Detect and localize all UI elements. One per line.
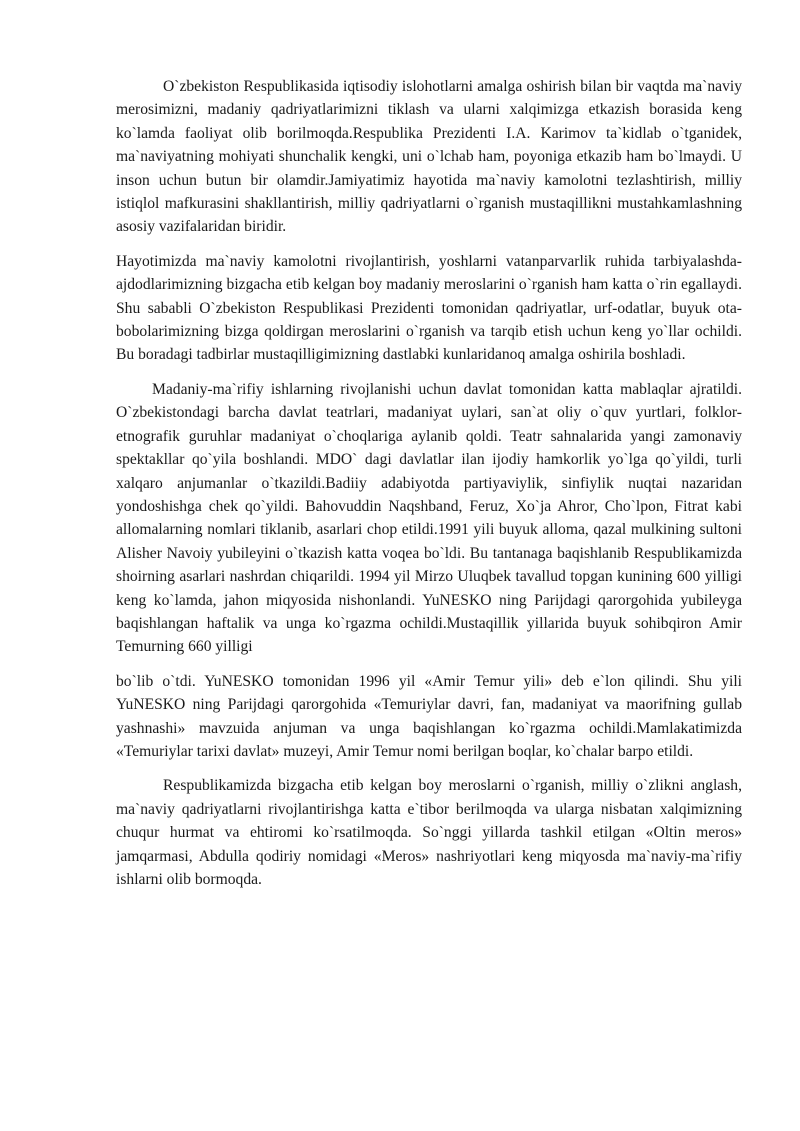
paragraph-5: Respublikamizda bizgacha etib kelgan boy meroslarni o`rganish, milliy o`zlikni anglash, ma`naviy qadriyatlarni rivojlantirishga katta e`tibor berilmoqda va ularga nisbatan xalqimizning chuqur hurmat va ehtiromi ko`rsatilmoqda. So`nggi yillarda tashkil etilgan «Oltin meros» jamqarmasi, Abdulla qodiriy nomidagi «Meros» nashriyotlari keng miqyosda ma`naviy-ma`rifiy ishlarni olib bormoqda.: [116, 777, 742, 888]
document-page: [116, 75, 742, 891]
paragraph-1: O`zbekiston Respublikasida iqtisodiy islohotlarni amalga oshirish bilan bir vaqtda ma`naviy merosimizni, madaniy qadriyatlarimizni tiklash va ularni xalqimizga etkazish borasida keng ko`lamda faoliyat olib borilmoqda.Respublika Prezidenti I.A. Karimov ta`kidlab o`tganidek, ma`naviyatning mohiyati shunchalik kengki, uni o`lchab ham, poyoniga etkazib ham bo`lmaydi. U inson uchun butun bir olamdir.Jamiyatimiz hayotida ma`naviy kamolotni tezlashtirish, milliy istiqlol mafkurasini shakllantirish, milliy qadriyatlarni o`rganish mustaqillikni mustahkamlashning asosiy vazifalaridan biridir.: [116, 78, 742, 236]
paragraph-3: Madaniy-ma`rifiy ishlarning rivojlanishi uchun davlat tomonidan katta mablaqlar ajratildi. O`zbekistondagi barcha davlat teatrlari, madaniyat uylari, san`at oliy o`quv yurtlari, folklor-etnografik guruhlar madaniyat o`choqlariga aylanib qoldi. Teatr sahnalarida yangi zamonaviy spektakllar qo`yila boshlandi. MDO` dagi davlatlar ilan ijodiy hamkorlik yo`lga qo`yildi, turli xalqaro anjumanlar o`tkazildi.Badiiy adabiyotda partiyaviylik, sinfiylik nuqtai nazaridan yondoshishga chek qo`yildi. Bahovuddin Naqshband, Feruz, Xo`ja Ahror, Cho`lpon, Fitrat kabi allomalarning nomlari tiklanib, asarlari chop etildi.1991 yili buyuk alloma, qazal mulkining sultoni Alisher Navoiy yubileyini o`tkazish katta voqea bo`ldi. Bu tantanaga baqishlanib Respublikamizda shoirning asarlari nashrdan chiqarildi. 1994 yil Mirzo Uluqbek tavallud topgan kunining 600 yilligi keng ko`lamda, jahon miqyosida nishonlandi. YuNESKO ning Parijdagi qarorgohida yubileyga baqishlangan haftalik va unga ko`rgazma ochildi.Mustaqillik yillarida buyuk sohibqiron Amir Temurning 660 yilligi: [116, 380, 742, 656]
paragraph-2: Hayotimizda ma`naviy kamolotni rivojlantirish, yoshlarni vatanparvarlik ruhida tarbiyalashda-ajdodlarimizning bizgacha etib kelgan boy madaniy meroslarini o`rganish ham katta o`rin egallaydi. Shu sababli O`zbekiston Respublikasi Prezidenti tomonidan qadriyatlar, urf-odatlar, buyuk ota-bobolarimizning bizga qoldirgan meroslarini o`rganish va tarqib etish uchun keng yo`llar ochildi. Bu boradagi tadbirlar mustaqilligimizning dastlabki kunlaridanoq amalga oshirila boshladi.: [116, 252, 742, 364]
paragraph-4: bo`lib o`tdi. YuNESKO tomonidan 1996 yil «Amir Temur yili» deb e`lon qilindi. Shu yili YuNESKO ning Parijdagi qarorgohida «Temuriylar davri, fan, madaniyat va maorifning gullab yashnashi» mavzuida anjuman va unga baqishlangan ko`rgazma ochildi.Mamlakatimizda «Temuriylar tarixi davlat» muzeyi, Amir Temur nomi berilgan boqlar, ko`chalar barpo etildi.: [116, 672, 742, 760]
